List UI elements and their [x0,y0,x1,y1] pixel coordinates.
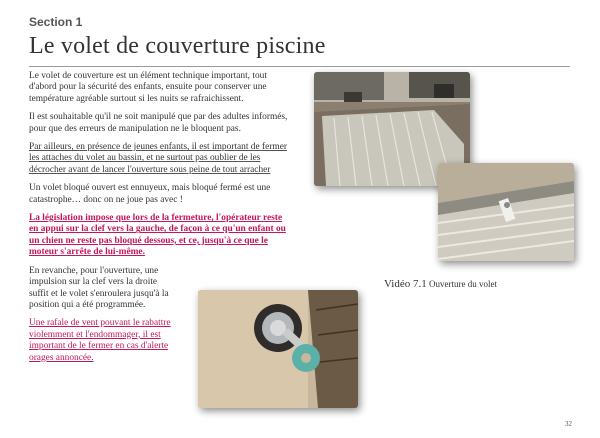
title-divider [29,66,570,67]
paragraph-legislation: La législation impose que lors de la fermeture, l'opérateur reste en appui sur la clef vers la gauche, de façon à ce qu'un enfant ou un chien ne reste pas bloqué dessous, et ce, jusqu'à ce que le moteur s'arrête de lui-même. [29,213,286,258]
video-caption-text: Ouverture du volet [426,279,497,289]
paragraph-wind: Une rafale de vent pouvant le rabattre violemment et l'endommager, il est important de le fermer en cas d'alerte orages annoncée. [29,318,171,363]
video-caption [384,278,497,290]
key-switch-photo [198,290,358,408]
paragraph-attaches: Par ailleurs, en présence de jeunes enfants, il est important de fermer les attaches du volet au bassin, et ne surtout pas oublier de les décrocher avant de lancer l'ouverture sous peine de tout arracher [29,142,287,175]
page-title: Le volet de couverture piscine [29,33,326,59]
paragraph-opening: En revanche, pour l'ouverture, une impulsion sur la clef vers la droite suffit et le volet s'enroulera jusqu'à la position qui a été programmée. [29,265,169,310]
paragraph-intro: Le volet de couverture est un élément technique important, tout d'abord pour la sécurité des enfants, ensuite pour conserver une température agréable surtout si les nuits se rafraichissent. [29,71,267,104]
paragraph-catastrophe: Un volet bloqué ouvert est ennuyeux, mais bloqué fermé est une catastrophe… donc on ne joue pas avec ! [29,183,271,205]
video-caption-label: Vidéo 7.1 [384,278,427,290]
paragraph-adults: Il est souhaitable qu'il ne soit manipulé que par des adultes informés, pour que des erreurs de manipulation ne le bloquent pas. [29,112,288,134]
section-label: Section 1 [29,15,83,29]
cover-attachment-photo [438,163,574,261]
page-number: 32 [565,420,572,428]
